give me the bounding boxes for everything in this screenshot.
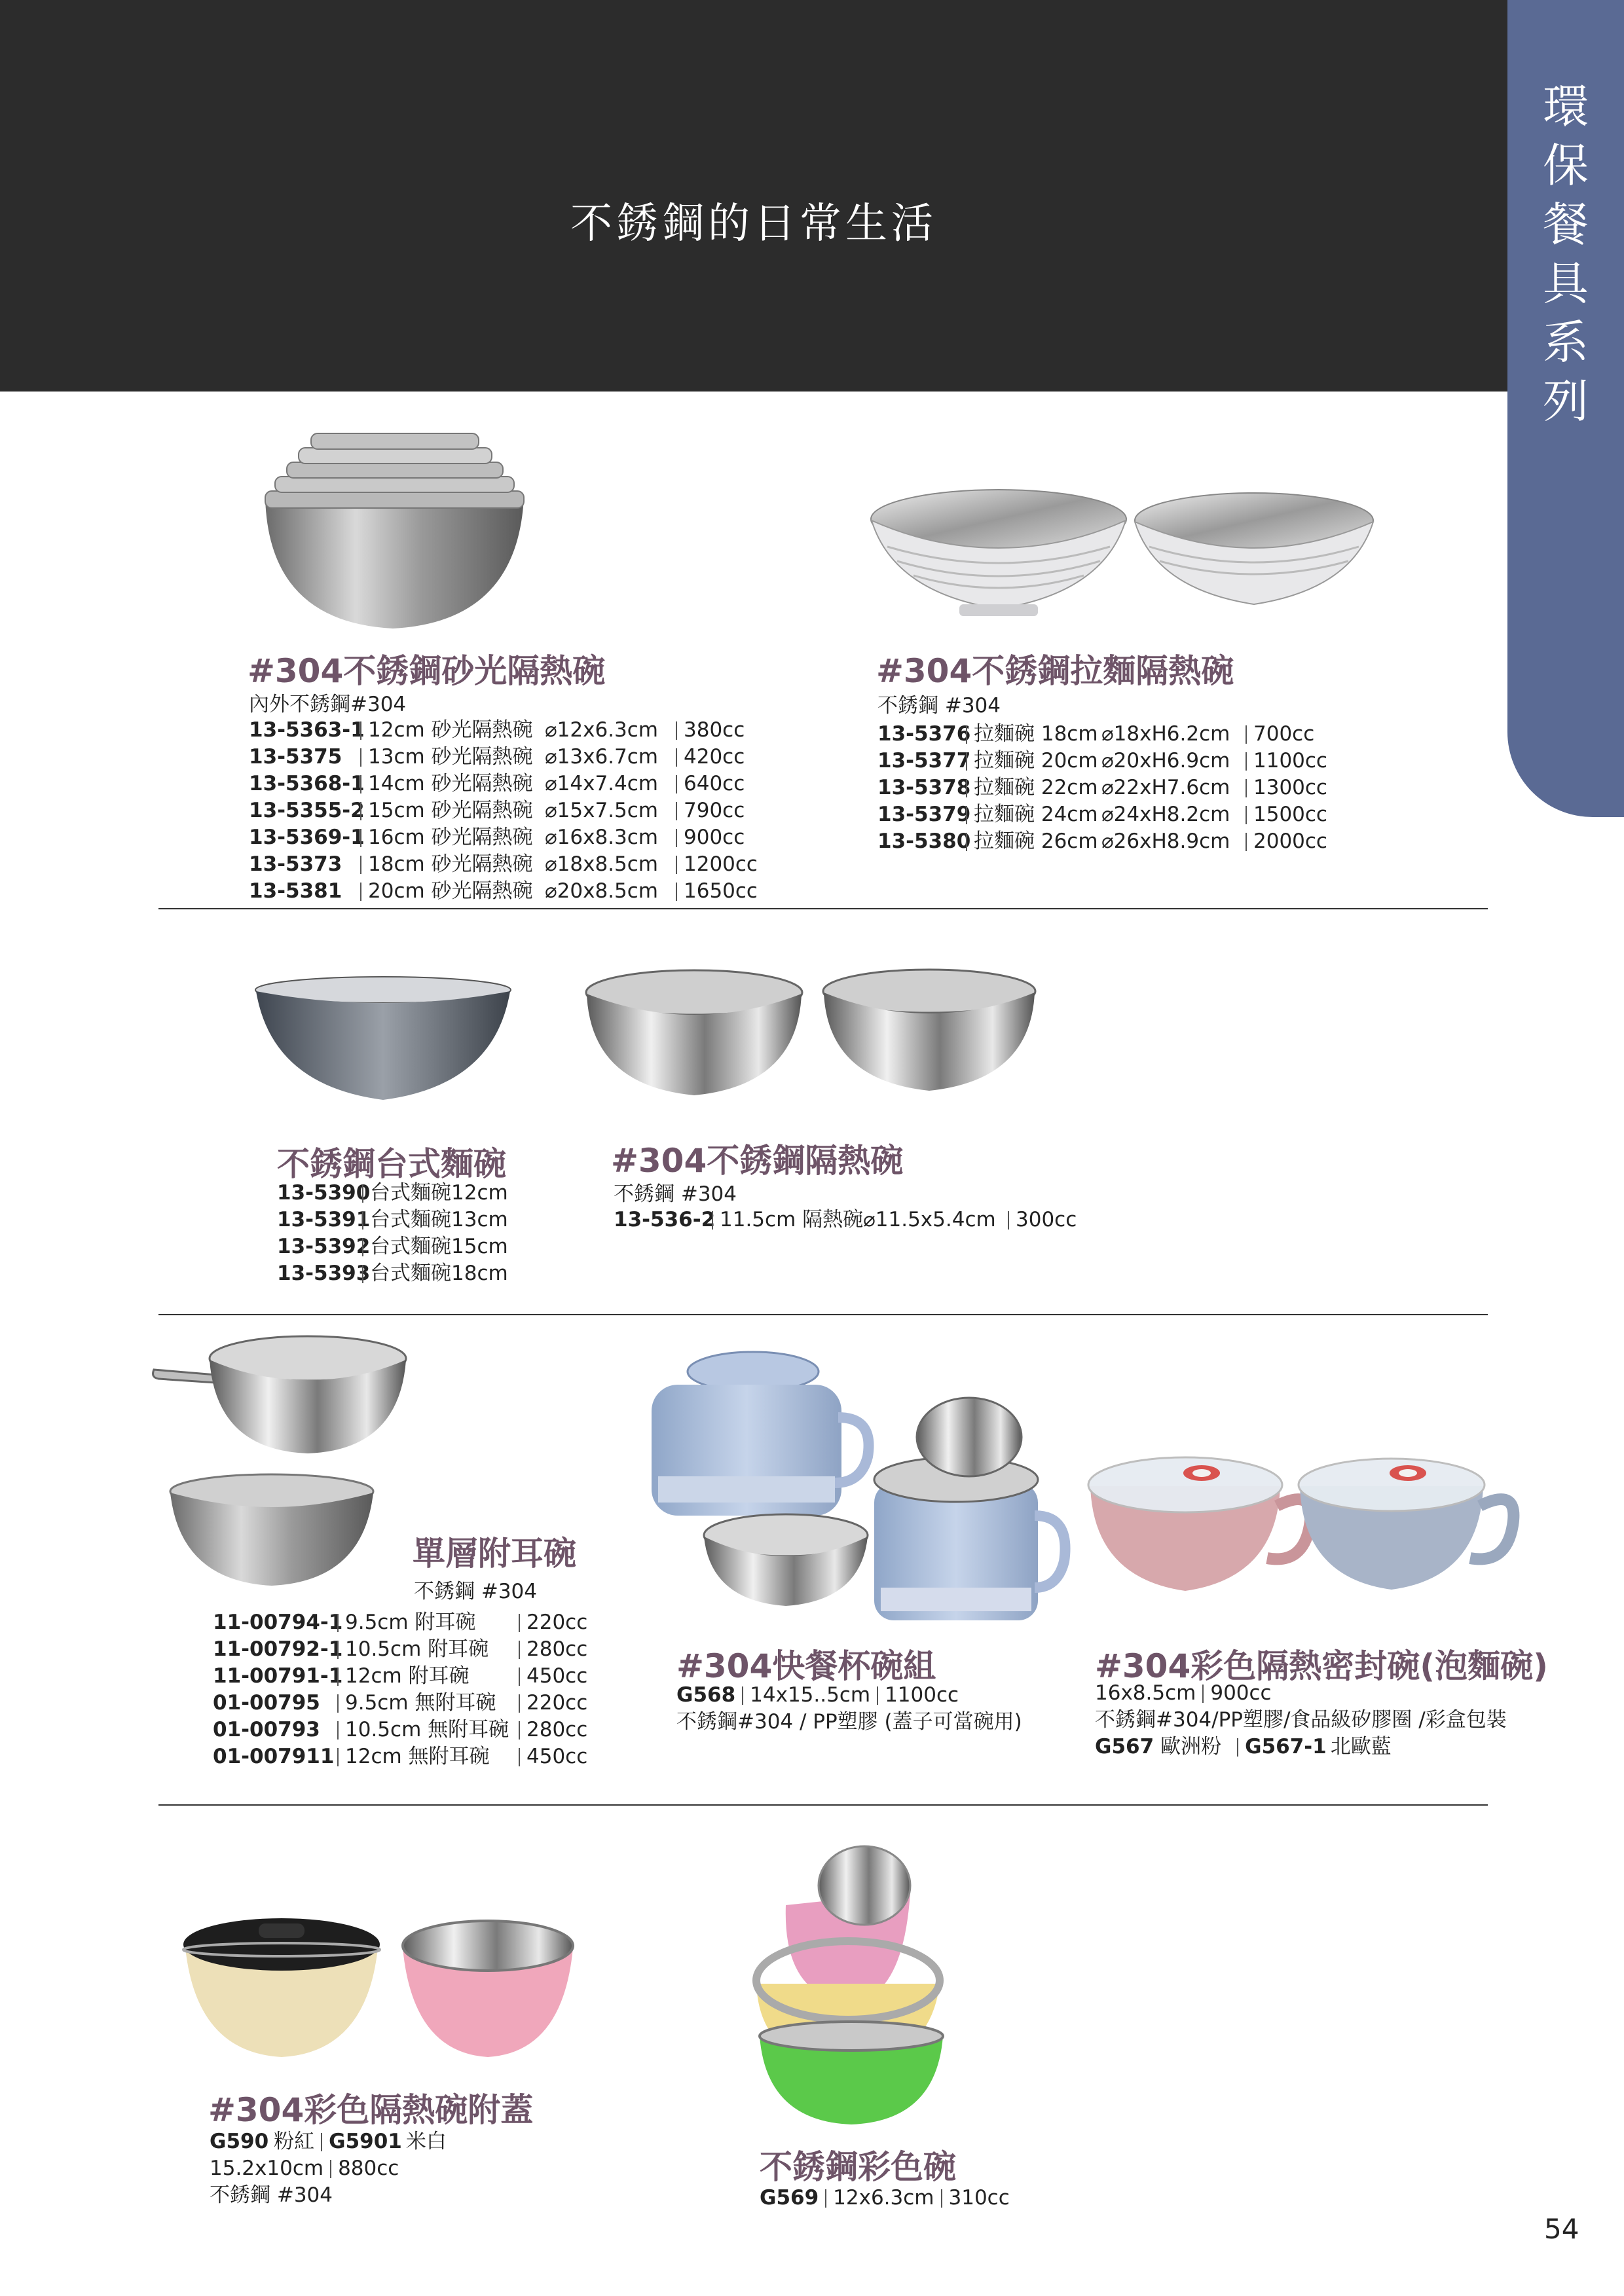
product-code: 13-5368-1 bbox=[249, 772, 365, 795]
product-volume: 790cc bbox=[684, 799, 745, 822]
product-volume: 900cc bbox=[1210, 1681, 1272, 1705]
product-code: 13-5392 bbox=[277, 1235, 371, 1258]
table-row bbox=[277, 1207, 508, 1233]
product-volume: 420cc bbox=[684, 745, 745, 769]
product-material: 不銹鋼#304/PP塑膠/食品級矽膠圈 /彩盒包裝 bbox=[1095, 1708, 1507, 1732]
product-volume: 1100cc bbox=[1253, 749, 1327, 773]
product-code: 13-5390 bbox=[277, 1181, 371, 1205]
product-name: 13cm 砂光隔熱碗 bbox=[368, 745, 533, 769]
spec-lid-bowl bbox=[210, 2128, 447, 2209]
side-char: 環 bbox=[1543, 80, 1589, 134]
table-row bbox=[249, 824, 758, 851]
table-row bbox=[249, 744, 758, 771]
product-name: 16cm 砂光隔熱碗 bbox=[368, 826, 533, 849]
product-code: 13-5373 bbox=[249, 852, 342, 876]
spec-table-ear-bowl bbox=[213, 1609, 587, 1770]
spec-sealed-bowl bbox=[1095, 1680, 1507, 1760]
product-subtitle-sand-bowl: 內外不銹鋼#304 bbox=[249, 693, 407, 716]
product-material: 不銹鋼#304 / PP塑膠 (蓋子可當碗用) bbox=[676, 1710, 1022, 1734]
product-name: 12cm 附耳碗 bbox=[345, 1664, 470, 1688]
product-name: 拉麵碗 18cm bbox=[974, 722, 1098, 746]
product-code: G567-1 bbox=[1245, 1735, 1327, 1758]
product-name: 拉麵碗 20cm bbox=[974, 749, 1098, 773]
product-volume: 220cc bbox=[526, 1611, 588, 1634]
product-code: 11-00792-1 bbox=[213, 1637, 343, 1661]
product-name: 台式麵碗12cm bbox=[370, 1181, 508, 1205]
product-title-sand-bowl: #304不銹鋼砂光隔熱碗 bbox=[248, 652, 606, 690]
product-size: ⌀18x8.5cm bbox=[545, 852, 658, 876]
product-volume: 280cc bbox=[526, 1637, 588, 1661]
product-size: ⌀14x7.4cm bbox=[545, 772, 658, 795]
ramen-bowls-image bbox=[868, 488, 1378, 619]
table-row bbox=[877, 774, 1327, 801]
product-volume: 1100cc bbox=[885, 1683, 959, 1707]
side-char: 列 bbox=[1543, 374, 1589, 428]
product-name: 9.5cm 附耳碗 bbox=[345, 1611, 476, 1634]
product-code: G590 bbox=[210, 2130, 269, 2153]
product-title-taiwan-bowl: 不銹鋼台式麵碗 bbox=[277, 1145, 506, 1183]
product-subtitle-ear-bowl: 不銹鋼 #304 bbox=[414, 1580, 537, 1603]
table-row bbox=[877, 828, 1327, 855]
product-color: 米白 bbox=[405, 2130, 447, 2153]
product-name: 12cm 砂光隔熱碗 bbox=[368, 718, 533, 742]
product-size: ⌀22xH7.6cm bbox=[1101, 776, 1230, 799]
product-code: 01-007911 bbox=[213, 1745, 335, 1768]
product-size: 15.2x10cm bbox=[210, 2157, 324, 2180]
table-row bbox=[213, 1663, 587, 1690]
product-name: 15cm 砂光隔熱碗 bbox=[368, 799, 533, 822]
product-name: 20cm 砂光隔熱碗 bbox=[368, 879, 533, 903]
product-code: 13-5380 bbox=[877, 829, 971, 853]
product-volume: 2000cc bbox=[1253, 829, 1327, 853]
product-name: 台式麵碗15cm bbox=[370, 1235, 508, 1258]
product-title-ramen-bowl: #304不銹鋼拉麵隔熱碗 bbox=[876, 652, 1234, 690]
table-row bbox=[877, 721, 1327, 748]
product-material: 不銹鋼 #304 bbox=[210, 2183, 333, 2207]
product-code: 11-00791-1 bbox=[213, 1664, 343, 1688]
product-title-fastfood-set: #304快餐杯碗組 bbox=[676, 1647, 936, 1685]
section-divider bbox=[158, 1804, 1488, 1806]
product-name: 台式麵碗18cm bbox=[370, 1262, 508, 1285]
product-size: ⌀16x8.3cm bbox=[545, 826, 658, 849]
product-volume: 880cc bbox=[338, 2157, 399, 2180]
product-code: 13-5378 bbox=[877, 776, 971, 799]
table-row bbox=[210, 2155, 447, 2182]
table-row bbox=[1095, 1680, 1507, 1707]
spec-table-sand-bowl bbox=[249, 717, 758, 905]
table-row bbox=[249, 797, 758, 824]
product-volume: 1200cc bbox=[684, 852, 758, 876]
product-title-ear-bowl: 單層附耳碗 bbox=[413, 1535, 576, 1573]
product-code: 13-5363-1 bbox=[249, 718, 365, 742]
table-row bbox=[210, 2128, 447, 2155]
product-name: 拉麵碗 22cm bbox=[974, 776, 1098, 799]
product-size: ⌀24xH8.2cm bbox=[1101, 803, 1230, 826]
sealed-bowls-image bbox=[1084, 1447, 1509, 1597]
product-code: 13-5393 bbox=[277, 1262, 371, 1285]
table-row bbox=[249, 771, 758, 797]
section-divider bbox=[158, 1314, 1488, 1315]
product-size: ⌀20x8.5cm bbox=[545, 879, 658, 903]
product-code: 13-5369-1 bbox=[249, 826, 365, 849]
product-volume: 1500cc bbox=[1253, 803, 1327, 826]
product-size: ⌀15x7.5cm bbox=[545, 799, 658, 822]
table-row bbox=[1095, 1707, 1507, 1734]
product-volume: 310cc bbox=[948, 2186, 1010, 2210]
product-name: 拉麵碗 26cm bbox=[974, 829, 1098, 853]
table-row bbox=[614, 1207, 1077, 1233]
spec-color-bowl bbox=[760, 2185, 1010, 2212]
table-row bbox=[213, 1690, 587, 1717]
product-volume: 1300cc bbox=[1253, 776, 1327, 799]
page-title: 不銹鋼的日常生活 bbox=[570, 200, 937, 248]
product-volume: 640cc bbox=[684, 772, 745, 795]
product-size: ⌀26xH8.9cm bbox=[1101, 829, 1230, 853]
spec-table-ramen-bowl bbox=[877, 721, 1327, 855]
product-volume: 450cc bbox=[526, 1664, 588, 1688]
product-name: 拉麵碗 24cm bbox=[974, 803, 1098, 826]
product-code: 13-5377 bbox=[877, 749, 971, 773]
table-row bbox=[676, 1709, 1022, 1736]
taiwan-bowl-image bbox=[252, 974, 514, 1105]
product-size: ⌀18xH6.2cm bbox=[1101, 722, 1230, 746]
table-row bbox=[213, 1609, 587, 1636]
product-code: 01-00793 bbox=[213, 1718, 320, 1741]
side-char: 具 bbox=[1543, 257, 1589, 310]
product-title-color-bowl: 不銹鋼彩色碗 bbox=[760, 2148, 956, 2186]
product-name: 14cm 砂光隔熱碗 bbox=[368, 772, 533, 795]
product-code: G568 bbox=[676, 1683, 736, 1707]
product-name: 10.5cm 無附耳碗 bbox=[345, 1718, 509, 1741]
product-name: 台式麵碗13cm bbox=[370, 1208, 508, 1231]
product-code: 01-00795 bbox=[213, 1691, 320, 1715]
product-color: 北歐藍 bbox=[1330, 1735, 1392, 1758]
product-code: 13-5381 bbox=[249, 879, 342, 903]
product-size: ⌀13x6.7cm bbox=[545, 745, 658, 769]
product-volume: 380cc bbox=[684, 718, 745, 742]
table-row bbox=[210, 2182, 447, 2209]
spec-fastfood-set bbox=[676, 1682, 1022, 1736]
table-row bbox=[213, 1743, 587, 1770]
table-row bbox=[213, 1717, 587, 1743]
product-code: 13-536-2 bbox=[614, 1208, 716, 1231]
table-row bbox=[877, 748, 1327, 774]
product-code: 13-5391 bbox=[277, 1208, 371, 1231]
table-row bbox=[277, 1260, 508, 1287]
product-code: 13-5379 bbox=[877, 803, 971, 826]
table-row bbox=[676, 1682, 1022, 1709]
product-name: 10.5cm 附耳碗 bbox=[345, 1637, 489, 1661]
product-volume: 700cc bbox=[1253, 722, 1315, 746]
product-subtitle-insulated-bowl: 不銹鋼 #304 bbox=[614, 1182, 737, 1206]
table-row bbox=[249, 717, 758, 744]
product-code: G567 bbox=[1095, 1735, 1154, 1758]
page-number: 54 bbox=[1544, 2213, 1579, 2245]
product-size: ⌀20xH6.9cm bbox=[1101, 749, 1230, 773]
product-size: 14x15..5cm bbox=[750, 1683, 871, 1707]
product-code: 11-00794-1 bbox=[213, 1611, 343, 1634]
table-row bbox=[249, 851, 758, 878]
product-volume: 220cc bbox=[526, 1691, 588, 1715]
fastfood-set-image bbox=[645, 1345, 1058, 1633]
table-row bbox=[760, 2185, 1010, 2212]
side-char: 系 bbox=[1543, 316, 1589, 369]
product-code: 13-5376 bbox=[877, 722, 971, 746]
table-row bbox=[277, 1180, 508, 1207]
table-row bbox=[277, 1233, 508, 1260]
spec-table-taiwan-bowl bbox=[277, 1180, 508, 1287]
side-tab-label bbox=[1507, 77, 1624, 431]
color-bowls-image bbox=[753, 1840, 956, 2128]
product-size: ⌀12x6.3cm bbox=[545, 718, 658, 742]
product-name: 18cm 砂光隔熱碗 bbox=[368, 852, 533, 876]
product-code: G5901 bbox=[329, 2130, 402, 2153]
product-size: 16x8.5cm bbox=[1095, 1681, 1196, 1705]
side-char: 餐 bbox=[1543, 198, 1589, 251]
table-row bbox=[1095, 1734, 1507, 1760]
product-code: G569 bbox=[760, 2186, 819, 2210]
product-volume: 450cc bbox=[526, 1745, 588, 1768]
side-char: 保 bbox=[1543, 139, 1589, 192]
product-code: 13-5355-2 bbox=[249, 799, 365, 822]
table-row bbox=[877, 801, 1327, 828]
lid-bowls-image bbox=[180, 1912, 606, 2062]
product-volume: 900cc bbox=[684, 826, 745, 849]
ear-bowls-image bbox=[151, 1329, 426, 1591]
product-name: 9.5cm 無附耳碗 bbox=[345, 1691, 496, 1715]
spec-table-insulated-bowl bbox=[614, 1207, 1077, 1233]
product-volume: 1650cc bbox=[684, 879, 758, 903]
table-row bbox=[249, 878, 758, 905]
section-divider bbox=[158, 908, 1488, 909]
table-row bbox=[213, 1636, 587, 1663]
product-size: 12x6.3cm bbox=[833, 2186, 934, 2210]
product-color: 粉紅 bbox=[274, 2130, 315, 2153]
nested-bowls-image bbox=[255, 426, 544, 635]
product-name: 11.5cm 隔熱碗⌀11.5x5.4cm bbox=[720, 1208, 996, 1231]
product-title-sealed-bowl: #304彩色隔熱密封碗(泡麵碗) bbox=[1095, 1647, 1548, 1685]
product-subtitle-ramen-bowl: 不銹鋼 #304 bbox=[877, 694, 1001, 718]
product-name: 12cm 無附耳碗 bbox=[345, 1745, 490, 1768]
product-color: 歐洲粉 bbox=[1160, 1735, 1222, 1758]
product-volume: 300cc bbox=[1016, 1208, 1077, 1231]
product-title-lid-bowl: #304彩色隔熱碗附蓋 bbox=[208, 2091, 534, 2129]
insulated-bowls-image bbox=[584, 968, 1043, 1099]
product-volume: 280cc bbox=[526, 1718, 588, 1741]
product-code: 13-5375 bbox=[249, 745, 342, 769]
product-title-insulated-bowl: #304不銹鋼隔熱碗 bbox=[611, 1142, 904, 1180]
